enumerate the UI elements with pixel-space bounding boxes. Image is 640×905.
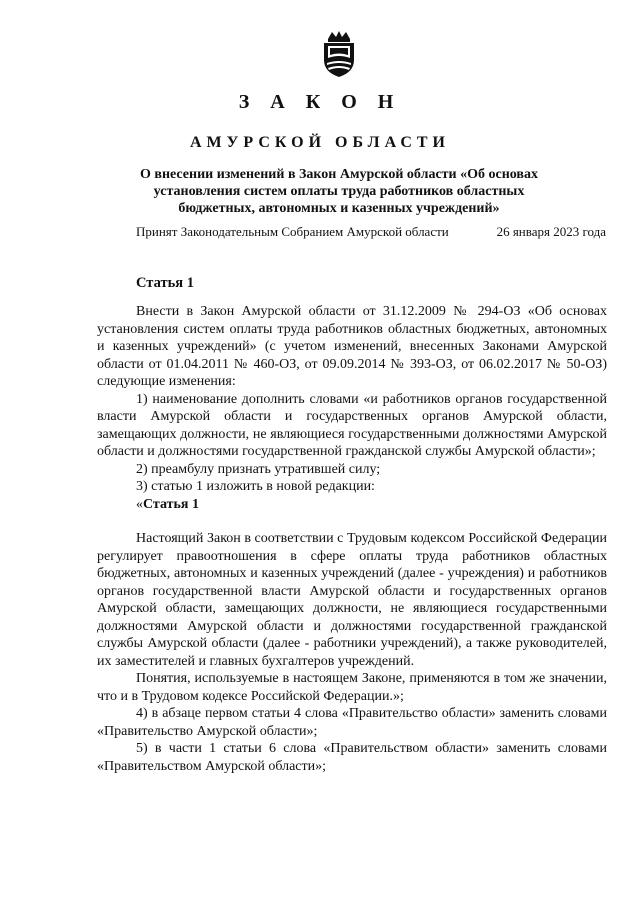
article-heading: Статья 1	[136, 275, 194, 291]
quoted-paragraph: Понятия, используемые в настоящем Законе, применяются в том же значении, что и в Трудовом кодексе Российской Федерации.»;	[97, 671, 607, 704]
quoted-heading-text: Статья 1	[143, 496, 199, 512]
adoption-line	[136, 224, 606, 240]
amendment-item: 1) наименование дополнить словами «и работников органов государственной власти Амурской области и государственных органов Амурской области, замещающих должности, не являющиеся государственными должностями Амурской области и должностями государственной гражданской службы Амурской области»;	[97, 391, 607, 459]
article-body	[97, 303, 607, 775]
article-intro: Внести в Закон Амурской области от 31.12.2009 № 294-ОЗ «Об основах установления систем оплаты труда работников областных бюджетных, автономных и казенных учреждений» (с учетом изменений, внесенных Законами Амурской области от 01.04.2011 № 460-ОЗ, от 09.09.2014 № 393-ОЗ, от 06.02.2017 № 50-ОЗ) следующие изменения:	[97, 304, 607, 389]
law-title: З А К О Н	[238, 91, 402, 113]
region-title: АМУРСКОЙ ОБЛАСТИ	[190, 134, 450, 151]
amendment-item: 2) преамбулу признать утратившей силу;	[136, 461, 381, 477]
document-subject	[120, 166, 558, 217]
amendment-item: 5) в части 1 статьи 6 слова «Правительством области» заменить словами «Правительством Амурской области»;	[97, 741, 607, 774]
coat-of-arms-emblem-icon	[318, 30, 360, 78]
adopting-body: Принят Законодательным Собранием Амурской области	[136, 224, 449, 239]
amendment-item: 3) статью 1 изложить в новой редакции:	[136, 479, 375, 494]
adoption-date: 26 января 2023 года	[496, 224, 606, 239]
amendment-item: 4) в абзаце первом статьи 4 слова «Правительство области» заменить словами «Правительство Амурской области»;	[97, 706, 607, 739]
subject-line: О внесении изменений в Закон Амурской области «Об основах	[140, 167, 538, 182]
quoted-paragraph: Настоящий Закон в соответствии с Трудовым кодексом Российской Федерации регулирует правоотношения в сфере оплаты труда работников областных бюджетных, автономных и казенных учреждений (далее - учреждения) и работников органов государственной власти Амурской области и государственных органов Амурской области, замещающих должности, не являющиеся государственными должностями Амурской области и должностями государственной гражданской службы Амурской области (далее - работники учреждений), а также руководителей, их заместителей и главных бухгалтеров учреждений.	[97, 531, 607, 669]
subject-line: установления систем оплаты труда работников областных	[153, 184, 525, 199]
subject-line: бюджетных, автономных и казенных учреждений»	[178, 201, 500, 216]
quote-mark: «	[136, 496, 143, 512]
quoted-article-heading	[97, 496, 607, 514]
